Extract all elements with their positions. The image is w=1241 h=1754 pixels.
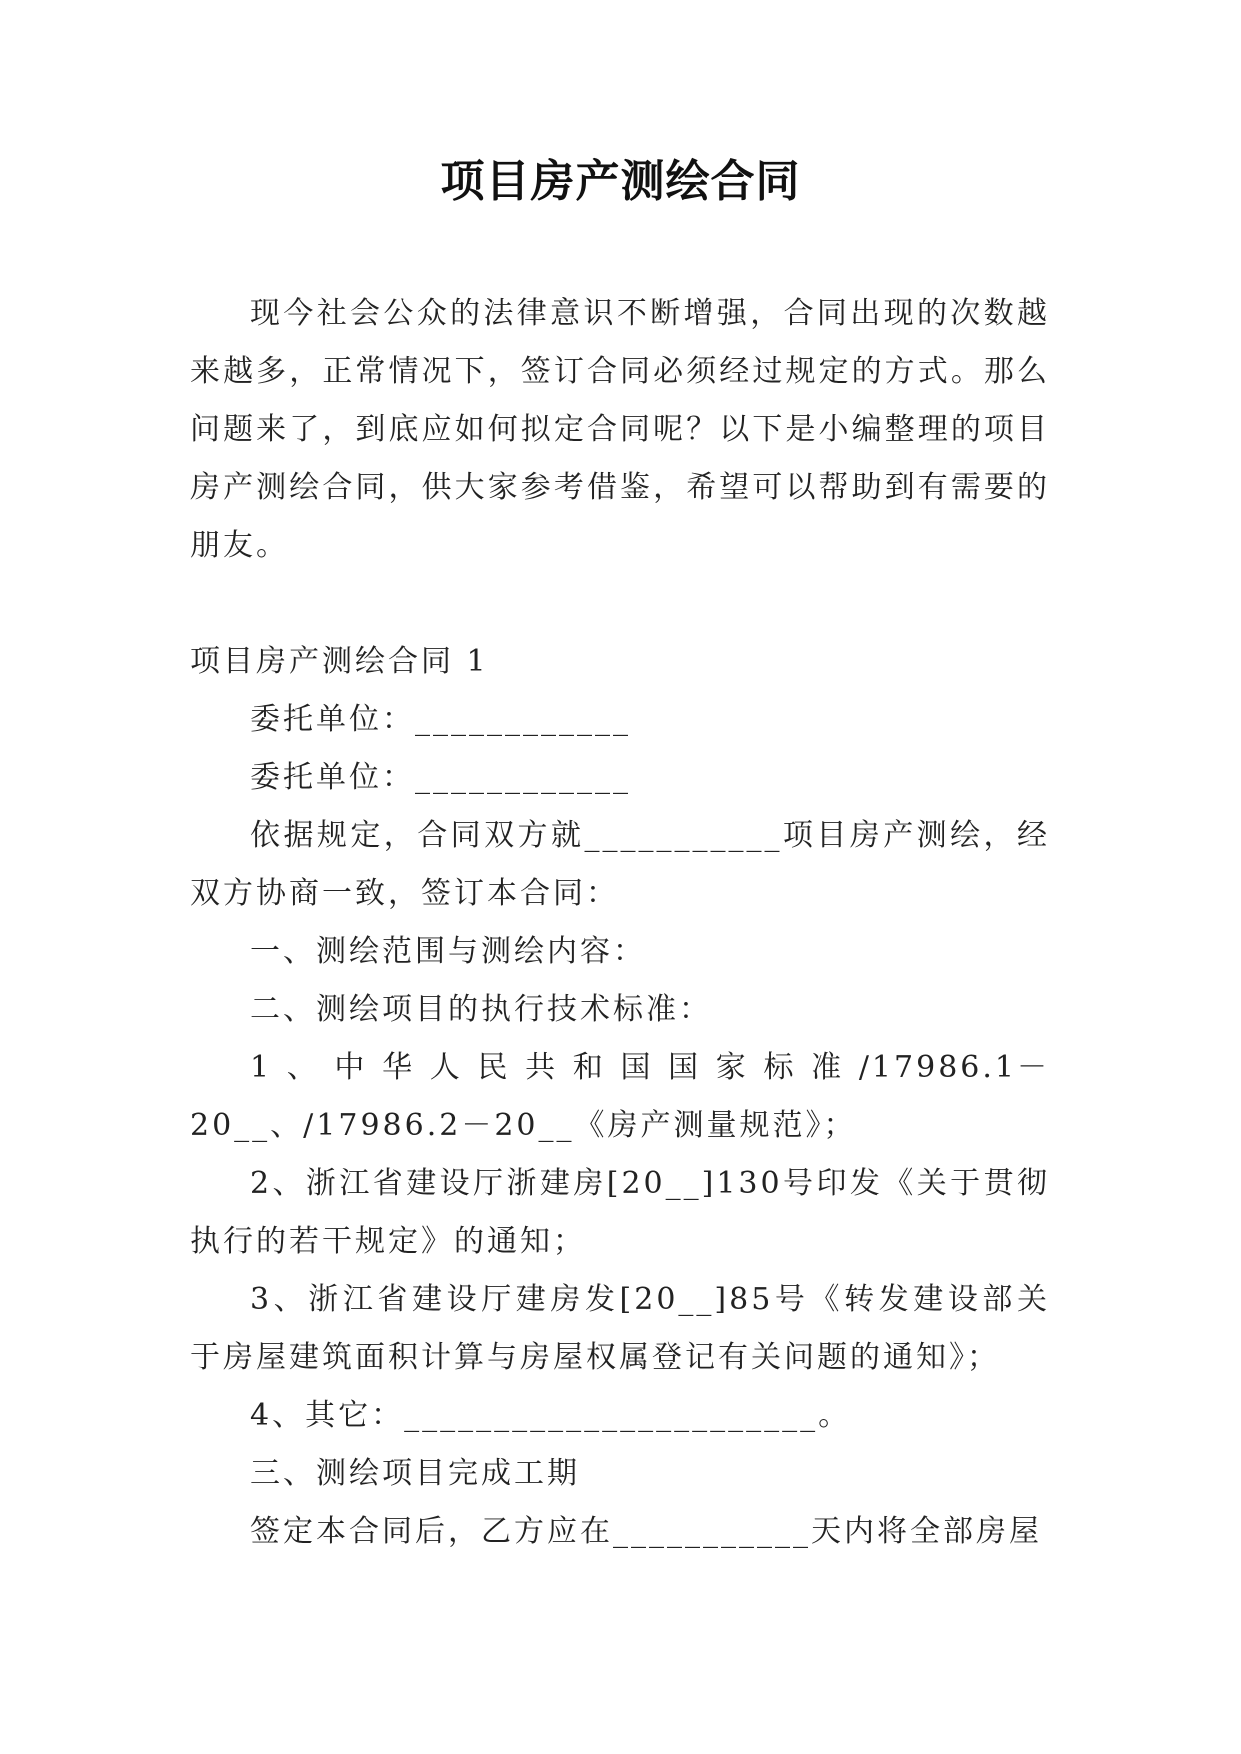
paragraph-spacer xyxy=(190,575,1050,633)
standard-item: 1、中华人民共和国国家标准/17986.1－20__、/17986.2－20__《房产测量规范》； xyxy=(190,1050,1050,1143)
standard-item: 4、其它：_______________________。 xyxy=(250,1398,852,1433)
standard-item: 2、浙江省建设厅浙建房[20__]130号印发《关于贯彻执行的若干规定》的通知； xyxy=(190,1166,1050,1259)
clause-heading: 三、测绘项目完成工期 xyxy=(250,1456,580,1491)
document-body xyxy=(190,285,1050,1561)
clause-paragraph: 签定本合同后，乙方应在___________天内将全部房屋 xyxy=(250,1514,1042,1549)
document-title: 项目房产测绘合同 xyxy=(440,156,801,207)
section-heading: 项目房产测绘合同 1 xyxy=(190,644,489,679)
clause-heading: 一、测绘范围与测绘内容： xyxy=(250,934,646,969)
clause-heading: 二、测绘项目的执行技术标准： xyxy=(250,992,712,1027)
client-unit-line: 委托单位：____________ xyxy=(250,760,631,795)
intro-paragraph: 现今社会公众的法律意识不断增强，合同出现的次数越来越多，正常情况下，签订合同必须经过规定的方式。那么问题来了，到底应如何拟定合同呢？以下是小编整理的项目房产测绘合同，供大家参考借鉴，希望可以帮助到有需要的朋友。 xyxy=(190,296,1050,563)
standard-item: 3、浙江省建设厅建房发[20__]85号《转发建设部关于房屋建筑面积计算与房屋权属登记有关问题的通知》； xyxy=(190,1282,1050,1375)
client-unit-line: 委托单位：____________ xyxy=(250,702,631,737)
agreement-paragraph: 依据规定，合同双方就___________项目房产测绘，经双方协商一致，签订本合同： xyxy=(190,818,1050,911)
